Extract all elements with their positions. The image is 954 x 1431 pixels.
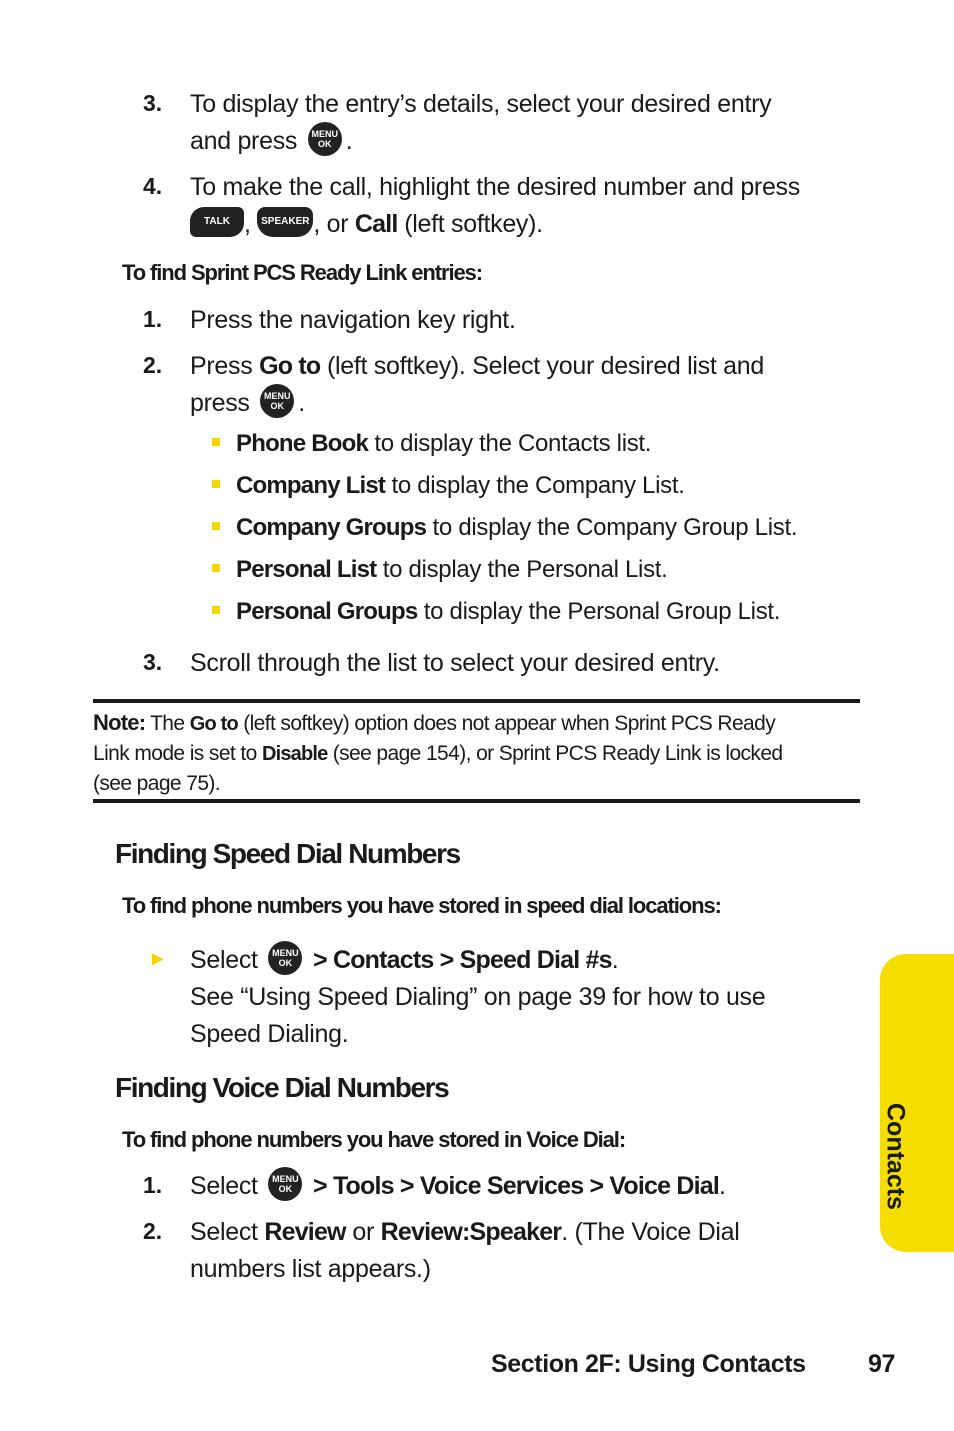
list-item: Personal Groups to display the Personal Group List. (212, 598, 780, 626)
step3-line2-post: . (345, 127, 353, 155)
step-number: 3. (143, 649, 163, 675)
ready-link-step2-line1 (190, 348, 870, 385)
ready-link-step2-line2 (190, 385, 870, 422)
speed-dial-menu-path: > Contacts > Speed Dial #s (313, 946, 612, 974)
goto-softkey-label: Go to (259, 352, 321, 380)
voice-dial-heading: Finding Voice Dial Numbers (115, 1072, 449, 1103)
menu-ok-key-icon: MENU OK (260, 384, 294, 418)
speed-dial-instructions (190, 942, 870, 1053)
step-number: 3. (143, 90, 163, 116)
note-line3: (see page 75). (93, 772, 221, 795)
step2-press-word: press (190, 389, 250, 417)
speaker-key-icon: SPEAKER (257, 207, 313, 237)
step4-or: , or (313, 210, 349, 238)
list-item: Company List to display the Company List. (212, 472, 685, 500)
ready-link-step3: Scroll through the list to select your desired entry. (190, 649, 720, 677)
square-bullet-icon (212, 606, 220, 614)
step3-text (190, 86, 870, 160)
step4-text (190, 169, 880, 243)
menu-ok-key-icon: MENU OK (308, 122, 342, 156)
section-side-tab-label: Contacts (881, 1103, 910, 1210)
menu-ok-key-icon: MENU OK (268, 1167, 302, 1201)
step-number: 1. (143, 1172, 163, 1198)
step2-rest: (left softkey). Select your desired list and (326, 352, 764, 380)
list-item: Phone Book to display the Contacts list. (212, 430, 651, 458)
call-softkey-label: Call (354, 210, 398, 238)
step3-line2 (190, 123, 870, 160)
step-number: 2. (143, 1218, 163, 1244)
note-box (93, 699, 860, 803)
step4-tail: (left softkey). (404, 210, 543, 238)
ready-link-step2 (190, 348, 870, 422)
page-number: 97 (868, 1350, 896, 1378)
voice-dial-step2-line1: Select Review or Review:Speaker. (The Voice Dial (190, 1218, 740, 1246)
talk-key-icon: TALK (190, 207, 244, 237)
square-bullet-icon (212, 564, 220, 572)
list-item: Company Groups to display the Company Group List. (212, 514, 797, 542)
voice-dial-menu-path: > Tools > Voice Services > Voice Dial (313, 1172, 720, 1200)
review-option: Review (264, 1218, 346, 1246)
ready-link-heading: To find Sprint PCS Ready Link entries: (122, 260, 482, 285)
speed-dial-subheading: To find phone numbers you have stored in speed dial locations: (122, 893, 721, 918)
step3-line2-pre: and press (190, 127, 298, 155)
speed-dial-line3: Speed Dialing. (190, 1020, 349, 1048)
review-speaker-option: Review:Speaker (380, 1218, 562, 1246)
square-bullet-icon (212, 522, 220, 530)
step3-line1: To display the entry’s details, select your desired entry (190, 90, 772, 118)
square-bullet-icon (212, 438, 220, 446)
note-line2: Link mode is set to Disable (see page 154), or Sprint PCS Ready Link is locked (93, 742, 783, 765)
footer-section-title: Section 2F: Using Contacts (491, 1350, 806, 1378)
voice-dial-step1: Select MENU OK > Tools > Voice Services > Voice Dial. (190, 1168, 726, 1205)
step4-line2 (190, 206, 880, 243)
speed-dial-line2: See “Using Speed Dialing” on page 39 for how to use (190, 983, 766, 1011)
step2-end: . (298, 389, 305, 417)
speed-dial-heading: Finding Speed Dial Numbers (115, 838, 460, 869)
arrow-bullet-icon: ► (148, 948, 168, 970)
note-text (93, 708, 860, 799)
speed-dial-line1: Select MENU OK > Contacts > Speed Dial #s. (190, 942, 870, 979)
note-line1: Note: The Go to (left softkey) option does not appear when Sprint PCS Ready (93, 710, 776, 735)
step2-press: Press (190, 352, 253, 380)
ready-link-step1: Press the navigation key right. (190, 306, 516, 334)
step4-line1: To make the call, highlight the desired number and press (190, 173, 800, 201)
square-bullet-icon (212, 480, 220, 488)
step4-comma: , (244, 210, 251, 238)
voice-dial-step2 (190, 1214, 870, 1288)
note-label: Note: (93, 710, 146, 735)
voice-dial-subheading: To find phone numbers you have stored in Voice Dial: (122, 1127, 626, 1152)
menu-ok-key-icon: MENU OK (268, 941, 302, 975)
step-number: 4. (143, 173, 163, 199)
step-number: 1. (143, 306, 163, 332)
voice-dial-step2-line2: numbers list appears.) (190, 1255, 431, 1283)
list-item: Personal List to display the Personal List. (212, 556, 668, 584)
step-number: 2. (143, 352, 163, 378)
